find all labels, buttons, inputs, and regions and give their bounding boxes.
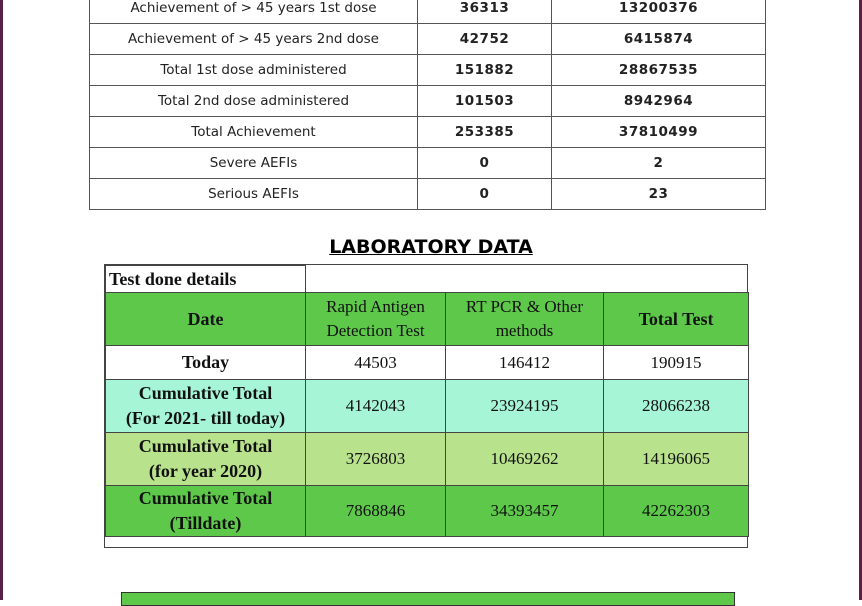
row-label-line2: (for year 2020) [148,461,263,481]
rapid-value: 44503 [306,346,446,380]
header-rtpcr-line2: methods [495,321,554,340]
row-label [106,486,306,537]
row-label-line2: (For 2021- till today) [125,408,286,428]
row-label [106,380,306,433]
total-value: 14196065 [604,433,749,486]
laboratory-data-heading: LABORATORY DATA [329,236,533,258]
section-title [0,236,862,258]
header-rtpcr [446,293,604,346]
row-label: Achievement of > 45 years 2nd dose [90,24,418,55]
caption-filler [306,266,749,293]
cumulative-value: 6415874 [552,24,766,55]
row-label: Achievement of > 45 years 1st dose [90,0,418,24]
row-label: Today [106,346,306,380]
day-value: 0 [418,179,552,210]
header-date: Date [106,293,306,346]
row-label: Serious AEFIs [90,179,418,210]
next-table-header-bar [121,592,735,606]
header-total-test: Total Test [604,293,749,346]
cumulative-value: 8942964 [552,86,766,117]
table-row [90,86,766,117]
table-row [106,380,749,433]
row-label-line1: Cumulative Total [138,488,273,508]
rtpcr-value: 10469262 [446,433,604,486]
table-row [106,346,749,380]
header-rtpcr-line1: RT PCR & Other [465,297,584,316]
row-label: Total 2nd dose administered [90,86,418,117]
caption-row [106,266,749,293]
total-value: 190915 [604,346,749,380]
row-label-line2: (Tilldate) [169,513,242,533]
row-label: Severe AEFIs [90,148,418,179]
cumulative-value: 28867535 [552,55,766,86]
day-value: 151882 [418,55,552,86]
table-row [90,148,766,179]
rapid-value: 4142043 [306,380,446,433]
day-value: 36313 [418,0,552,24]
row-label [106,433,306,486]
day-value: 253385 [418,117,552,148]
rtpcr-value: 146412 [446,346,604,380]
table-row [90,24,766,55]
header-rapid-line2: Detection Test [326,321,425,340]
table-row [90,117,766,148]
rtpcr-value: 34393457 [446,486,604,537]
table-row [90,55,766,86]
table-row [90,179,766,210]
table-caption: Test done details [106,266,306,293]
day-value: 101503 [418,86,552,117]
row-label: Total Achievement [90,117,418,148]
rtpcr-value: 23924195 [446,380,604,433]
rapid-value: 3726803 [306,433,446,486]
laboratory-data-box [104,264,748,548]
cumulative-value: 37810499 [552,117,766,148]
total-value: 42262303 [604,486,749,537]
day-value: 42752 [418,24,552,55]
header-rapid-line1: Rapid Antigen [326,297,425,316]
vaccination-table [89,0,766,210]
cumulative-value: 13200376 [552,0,766,24]
table-row [106,486,749,537]
table-row [106,433,749,486]
total-value: 28066238 [604,380,749,433]
row-label-line1: Cumulative Total [138,436,273,456]
cumulative-value: 23 [552,179,766,210]
rapid-value: 7868846 [306,486,446,537]
header-rapid-antigen [306,293,446,346]
header-row [106,293,749,346]
table-row [90,0,766,24]
cumulative-value: 2 [552,148,766,179]
row-label: Total 1st dose administered [90,55,418,86]
page-frame-left [0,0,3,600]
laboratory-table [105,265,749,537]
row-label-line1: Cumulative Total [138,383,273,403]
day-value: 0 [418,148,552,179]
